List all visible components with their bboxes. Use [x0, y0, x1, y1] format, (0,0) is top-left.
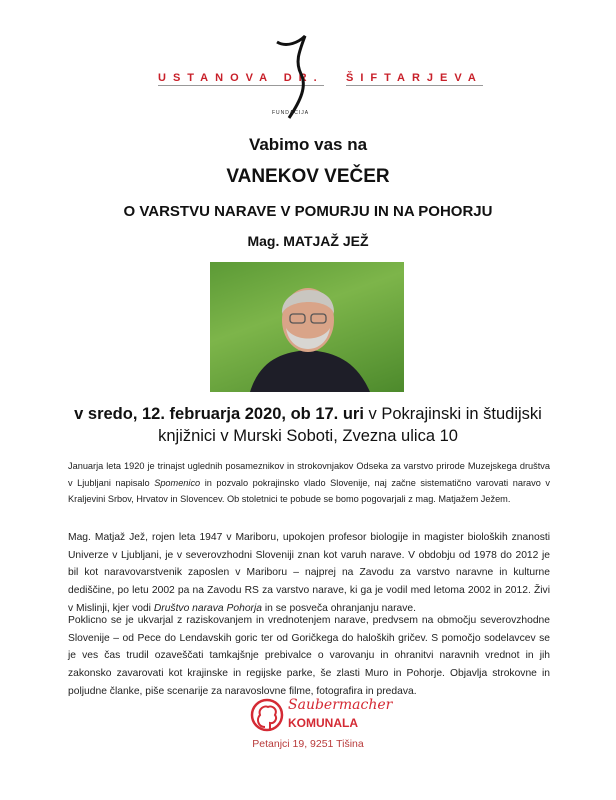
event-topic: O VARSTVU NARAVE V POMURJU IN NA POHORJU: [123, 203, 493, 220]
sponsor-logo: [250, 697, 393, 737]
event-date: v sredo, 12. februarja 2020, ob 17. uri: [74, 405, 364, 423]
speaker-photo: [210, 262, 404, 392]
event-title: VANEKOV VEČER: [226, 166, 390, 187]
event-date-place: [60, 403, 556, 447]
sponsor-tree-icon: [250, 697, 284, 733]
logo-text-right: ŠIFTARJEVA: [346, 72, 483, 84]
sponsor-address: Petanjci 19, 9251 Tišina: [252, 738, 364, 750]
sponsor-name: Saubermacher: [288, 697, 393, 713]
invite-heading: Vabimo vas na: [248, 135, 368, 154]
paragraph-bio: [68, 529, 550, 618]
text: Januarja leta 1920 je trinajst uglednih posameznikov in strokovnjakov Odseka za varstvo prirode Muzejskega društva v Ljubljani napisalo: [68, 461, 550, 488]
paragraph-work: Poklicno se je ukvarjal z raziskovanjem in vrednotenjem narave, predvsem na območju severovzhodne Slovenije – od Pece do Lendavskih goric ter od Goričkega do haloških gričev. S pomočjo sodelavcev se je ves čas trudil ozaveščati tamkajšnje prebivalce o varovanju in ohranitvi naravnih vrednot in jih zakonsko zavarovati kot krajinske in regijske parke, še zlasti Muro in Pohorje. Objavlja strokovne in poljudne članke, piše scenarije za naravoslovne filme, fotografira in predava.: [68, 615, 550, 697]
logo-subtitle: FUNDACIJA: [272, 110, 310, 116]
text-italic: Spomenico: [154, 477, 201, 488]
text: Mag. Matjaž Jež, rojen leta 1947 v Mariboru, upokojen profesor biologije in magister bioloških znanosti Univerze v Ljubljani, je v severovzhodni Sloveniji znan kot varuh narave. V obdobju od 1978 do 2012 je bil kot naravovarstvenik zaposlen v Mariboru – najprej na Zavodu za varstvo naravne in kulturne dediščine, po letu 2002 pa na Zavodu RS za varstvo narave, ki ga je vodil med letoma 2002 in 2012. Živi v Mislinji, kjer vodi: [68, 532, 550, 614]
text: in se posveča ohranjanju narave.: [262, 602, 416, 614]
text-italic: Društvo narava Pohorja: [153, 602, 263, 614]
event-place: v Pokrajinski in študijski knjižnici v Murski Soboti, Zvezna ulica 10: [158, 405, 542, 445]
sponsor-subname: KOMUNALA: [288, 716, 358, 730]
speaker-name: Mag. MATJAŽ JEŽ: [247, 233, 369, 249]
text: in pozvalo pokrajinsko vlado Slovenije, naj začne sistematično varovati naravo v Kraljevini Srbov, Hrvatov in Slovencev. Ob stoletnici te pobude se bomo pogovarjali z mag. Matjažem Ježem.: [68, 477, 550, 504]
paragraph-intro: [68, 458, 550, 508]
logo-text-left: USTANOVA DR.: [158, 72, 324, 84]
foundation-logo: [150, 34, 483, 124]
